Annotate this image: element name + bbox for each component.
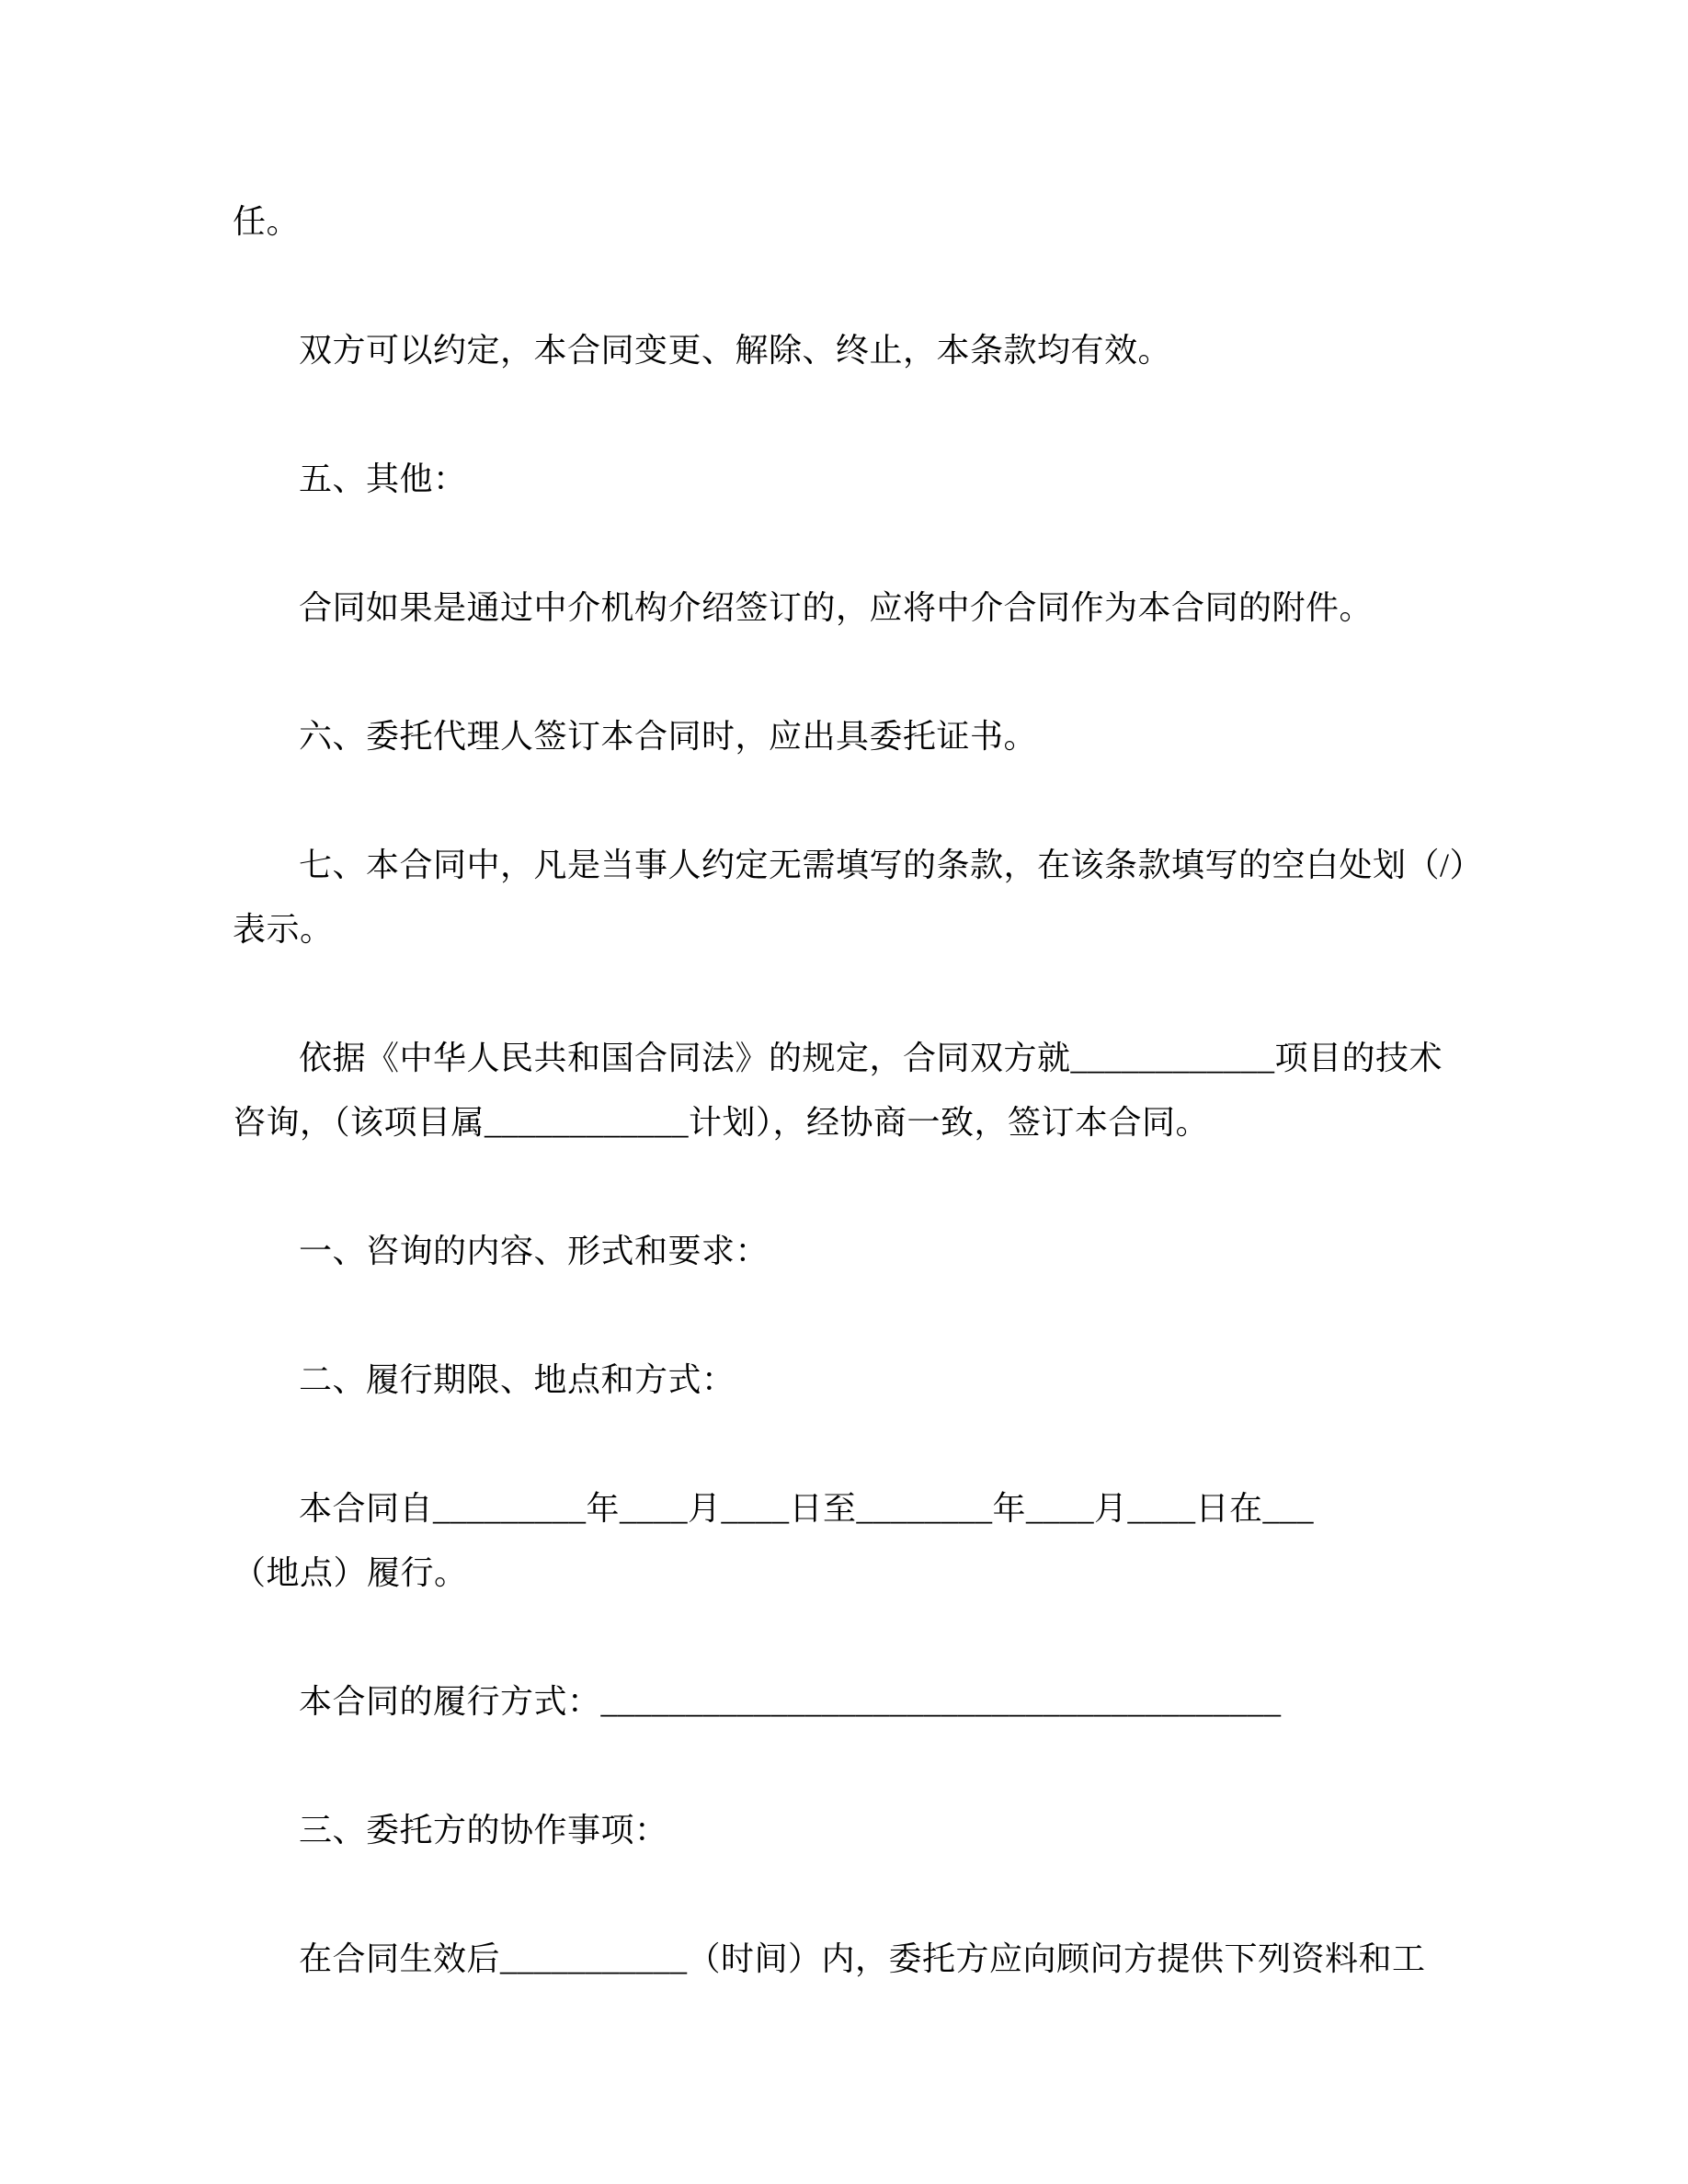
contract-section-heading <box>233 1219 1385 1283</box>
contract-text-line: （地点）履行。 <box>233 1554 468 1591</box>
contract-text-line: 双方可以约定，本合同变更、解除、终止，本条款均有效。 <box>299 332 1172 369</box>
contract-text-line: 六、委托代理人签订本合同时，应出具委托证书。 <box>299 718 1038 755</box>
contract-text-line: 本合同自_________年____月____日至________年____月____日在___ <box>299 1490 1315 1527</box>
contract-text-line: 表示。 <box>233 911 334 948</box>
contract-paragraph <box>233 575 1385 640</box>
contract-text-line: 任。 <box>233 203 301 240</box>
contract-text-line: 在合同生效后___________（时间）内，委托方应向顾问方提供下列资料和工 <box>299 1940 1426 1977</box>
contract-paragraph <box>233 833 1484 961</box>
contract-section-heading <box>233 1798 1385 1862</box>
contract-text-line: 三、委托方的协作事项： <box>299 1812 668 1848</box>
contract-text-line: 合同如果是通过中介机构介绍签订的，应将中介合同作为本合同的附件。 <box>299 589 1374 626</box>
contract-paragraph <box>233 189 1385 254</box>
contract-section-heading <box>233 704 1385 768</box>
contract-text-line: 依据《中华人民共和国合同法》的规定，合同双方就____________项目的技术 <box>299 1040 1443 1076</box>
contract-text-line: 二、履行期限、地点和方式： <box>299 1361 736 1398</box>
contract-paragraph <box>233 1669 1385 1734</box>
contract-paragraph <box>233 1927 1426 1991</box>
contract-text-line: 五、其他： <box>299 461 467 497</box>
contract-paragraph <box>233 318 1385 382</box>
contract-text-line: 咨询，（该项目属____________计划），经协商一致，签订本合同。 <box>233 1104 1210 1141</box>
contract-text-line: 七、本合同中，凡是当事人约定无需填写的条款，在该条款填写的空白处划（/） <box>299 847 1484 883</box>
contract-text-line: 本合同的履行方式：________________________________________ <box>299 1683 1282 1720</box>
contract-paragraph <box>233 1026 1443 1155</box>
contract-section-heading <box>233 1348 1385 1412</box>
contract-text-line: 一、咨询的内容、形式和要求： <box>299 1233 770 1269</box>
contract-paragraph <box>233 1476 1385 1605</box>
contract-section-heading <box>233 447 1385 511</box>
